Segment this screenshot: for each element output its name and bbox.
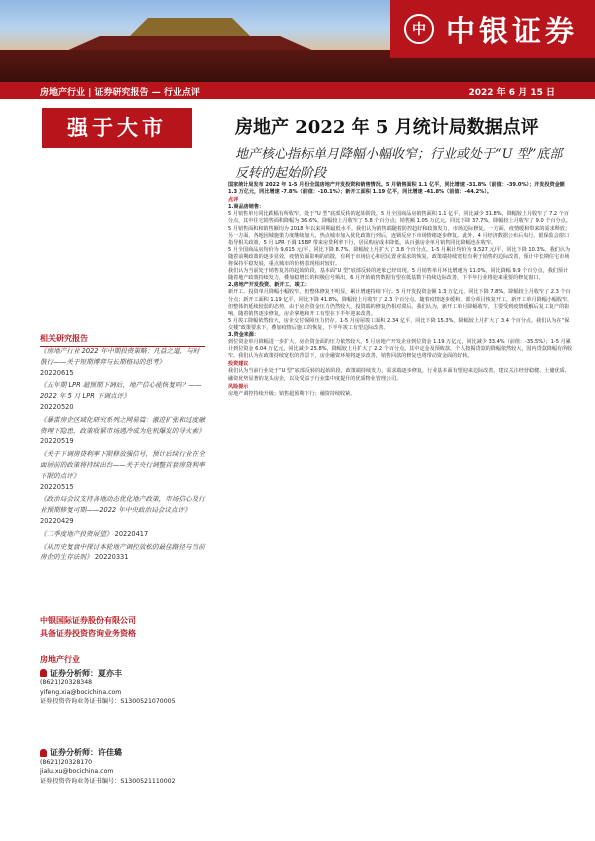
report-subtitle: 地产核心指标单月降幅小幅收窄；行业或处于“U 型”底部反转的起始阶段 — [235, 147, 563, 181]
body-paragraph: 5 月竣工降幅依然较大，房企交付保障压力仍存。1-5 月房屋竣工面积 2.34 亿平，同比下降 15.3%，降幅较上月扩大了 3.4 个百分点。我们认为在“保交楼”政策要求下，叠加疫情后施工的恢复，下半年竣工有望边际改善。 — [228, 317, 570, 331]
logo-mark-icon: 中 — [404, 14, 434, 44]
related-report-item[interactable]: 《政治局会议支持各地动态优化地产政策，市场信心及行业预期修复可期——2022 年中央政治局会议点评》 20220429 — [40, 495, 205, 525]
analyst-block — [40, 748, 205, 786]
header-banner-image — [0, 0, 595, 82]
body-paragraph: 我们认为当前处于销售复苏的起始阶段，基本面“U 型”底部反转的迹象已经出现。5 月销售单月环比增速为 11.0%，同比降幅 9.9 个百分点，我们预计随着地产政策持续发力，叠加稳增长的积极信号频出，6 月开始销售数据有望在低基数下持续边际改善，下半年行业将迎来重要的修复窗口。 — [228, 268, 569, 282]
subsection-heading: 3.资金来源： — [228, 331, 259, 338]
analyst-cert: 证券投资咨询业务证书编号：S1300521110002 — [40, 777, 176, 785]
report-date: 2022 年 6 月 15 日 — [468, 88, 555, 98]
section-heading: 点评 — [228, 197, 239, 204]
related-reports-list — [40, 346, 205, 565]
intro-paragraph: 国家统计局发布 2022 年 1-5 月份全国房地产开发投资和销售情况。5 月销售面积 1.1 亿平，同比增速 -31.8%（前值：-39.0%）；开发投资金额 1.3 万亿元，同比增速 -7.8%（前值：-10.1%）；新开工面积 1.19 亿平，同比增速 -41.8%（前值：-44.2%）。 — [228, 182, 565, 196]
body-paragraph: 到位资金单月降幅进一步扩大，房企资金面的压力依然较大。5 月房地产开发企业到位资金 1.19 万亿元，同比减少 33.4%（前值：-35.5%）；1-5 月累计到位资金 6.04 万亿元，同比减少 25.8%，降幅较上月扩大了 2.2 个百分点。其中定金及预收款、个人按揭贷款的降幅依然较大，国内贷款降幅有所收窄。我们认为在政策持续宽松的背景下，房企融资环境将逐步改善，销售回款的修复也将带动资金面的好转。 — [228, 339, 573, 360]
rating-badge: 强于大市 — [42, 108, 192, 148]
subsection-heading: 1.商品房销售： — [228, 204, 265, 211]
analyst-cert: 证券投资咨询业务证书编号：S1300521070005 — [40, 698, 176, 705]
body-paragraph: 5 月销售单月同比跌幅有所收窄，处于“U 型”底部反转的起始阶段。5 月全国商品房销售面积 1.1 亿平，同比减少 31.8%，降幅较上月收窄了 7.2 个百分点，其中住宅销售面积降幅为 36.6%，降幅较上月收窄了 5.8 个百分点；销售额 1.05 万亿元，同比下降 37.7%，降幅较上月收窄了 9.0 个百分点。5 月销售面积和销售额均为 2018 年以来同期最低水平。我们认为销售端随着防控趋好和政策发力，市场边际修复。一方面，疫情缓和带来的需求释放；另一方面，各地因城施策力度继续加大，热点城市加入优化政策行列后，连锁反应下市场情绪逐步修复。此外，4 月经济数据公布后央行、银保监会窗口指导相关政策，5 月 LPR 下调 15BP 带来房贷利率下行，居民购房成本降低。从百强房企单月销售同比降幅也在收窄。 — [228, 211, 571, 246]
subsection-heading: 2.房地产开发投资、新开工、竣工： — [228, 282, 310, 289]
main-body — [228, 182, 573, 398]
analyst-email[interactable]: yifeng.xia@bocichina.com — [40, 688, 122, 696]
section-heading: 投资建议 — [228, 361, 249, 368]
body-paragraph: 我们认为当前行业处于“U 型”底部反转的起始阶段，政策端持续发力，需求端逐步修复，行业基本面有望迎来边际改善。建议关注经营稳健、土储优质、融资优势显著的龙头房企，以及受益于行业集中度提升的优质物业管理公司。 — [228, 368, 570, 382]
body-paragraph: 新开工、投资单月降幅小幅收窄，但整体修复不明显，累计增速持续下行。5 月开发投资金额 1.3 万亿元，同比下降 7.8%，降幅较上月收窄了 2.3 个百分点；新开工面积 1.19 亿平，同比下降 41.8%，降幅较上月收窄了 2.3 个百分点。随着疫情逐步缓和，部分项目恢复开工，新开工单月降幅小幅收窄，但整体仍延续较弱的态势，由于房企资金压力仍然较大，投资端的修复仍相对滞后。我们认为，新开工单月降幅收窄，主要受到疫情缓解后复工复产的影响，随着销售逐步修复，房企拿地和开工有望在下半年迎来改善。 — [228, 289, 573, 317]
related-report-item[interactable]: 《暴雷房企区域化研究系列之网易篇：激进扩张和过度融资埋下隐患，政策收紧市场遇冷成为危机爆发的导火索》 20220519 — [40, 415, 205, 446]
report-title: 房地产 2022 年 5 月统计局数据点评 — [235, 117, 539, 138]
report-type-bar — [0, 82, 595, 99]
related-report-item[interactable]: 《二季度地产投资展望》 20220417 — [40, 529, 149, 538]
related-report-item[interactable]: 《从历史复盘中探讨本轮地产调控放松的最佳路径与当前房企的生存法则》 20220331 — [40, 542, 205, 562]
analyst-section-label: 房地产行业 — [40, 655, 80, 664]
related-report-item[interactable]: 《关于下调房贷利率下限释放强信号，预计后续行业在全面居前的政策将持续出台——关于央行调整首套房贷利率下限的点评》 20220515 — [40, 450, 205, 491]
logo-text: 中银证券 — [446, 13, 579, 48]
company-name: 中银国际证券股份有限公司 — [40, 616, 136, 625]
analyst-name: 证券分析师：许佳璐 — [50, 748, 122, 757]
related-report-item[interactable]: 《房地产行业 2022 年中期投资策略：凡益之道，与时偕行——关于短期博弈与长期格局的思考》 20220615 — [40, 347, 200, 377]
related-report-item[interactable]: 《五年期 LPR 超预期下调后，地产信心能恢复吗？——2022 年 5 月 LPR 下调点评》 20220520 — [40, 381, 202, 411]
analyst-phone: (8621)20328170 — [40, 758, 93, 766]
person-icon — [40, 669, 47, 677]
body-paragraph: 房地产调控持续升级；销售超预期下行；融资持续收紧。 — [228, 390, 356, 397]
analyst-phone: (8621)20328348 — [40, 679, 93, 686]
report-category: 房地产行业 | 证券研究报告 — 行业点评 — [40, 88, 200, 98]
analyst-name: 证券分析师：夏亦丰 — [50, 668, 122, 678]
brand-logo — [390, 0, 595, 58]
body-paragraph: 5 月全国商品房均价为 9,615 元/平，同比下降 8.7%，降幅较上月扩大了 3.8 个百分点。1-5 月累计均价为 9,527 元/平，同比下降 10.3%。我们认为随着前期政策的逐步显效，疫情负面影响的消散，有利于市场信心和居民置业需求的恢复，政策端持续宽松有利于销售的边际改善，预计中长期住宅市场将保持平稳发展，重点城市的价格表现相对较好。 — [228, 246, 571, 268]
analyst-block — [40, 655, 205, 707]
company-info — [40, 614, 205, 640]
section-heading: 风险提示 — [228, 383, 249, 390]
analyst-email[interactable]: jialu.xu@bocichina.com — [40, 768, 114, 775]
company-qualification: 具备证券投资咨询业务资格 — [40, 629, 136, 638]
palace-roof-top — [130, 18, 250, 36]
person-icon — [40, 749, 47, 757]
related-reports-heading: 相关研究报告 — [40, 333, 205, 347]
